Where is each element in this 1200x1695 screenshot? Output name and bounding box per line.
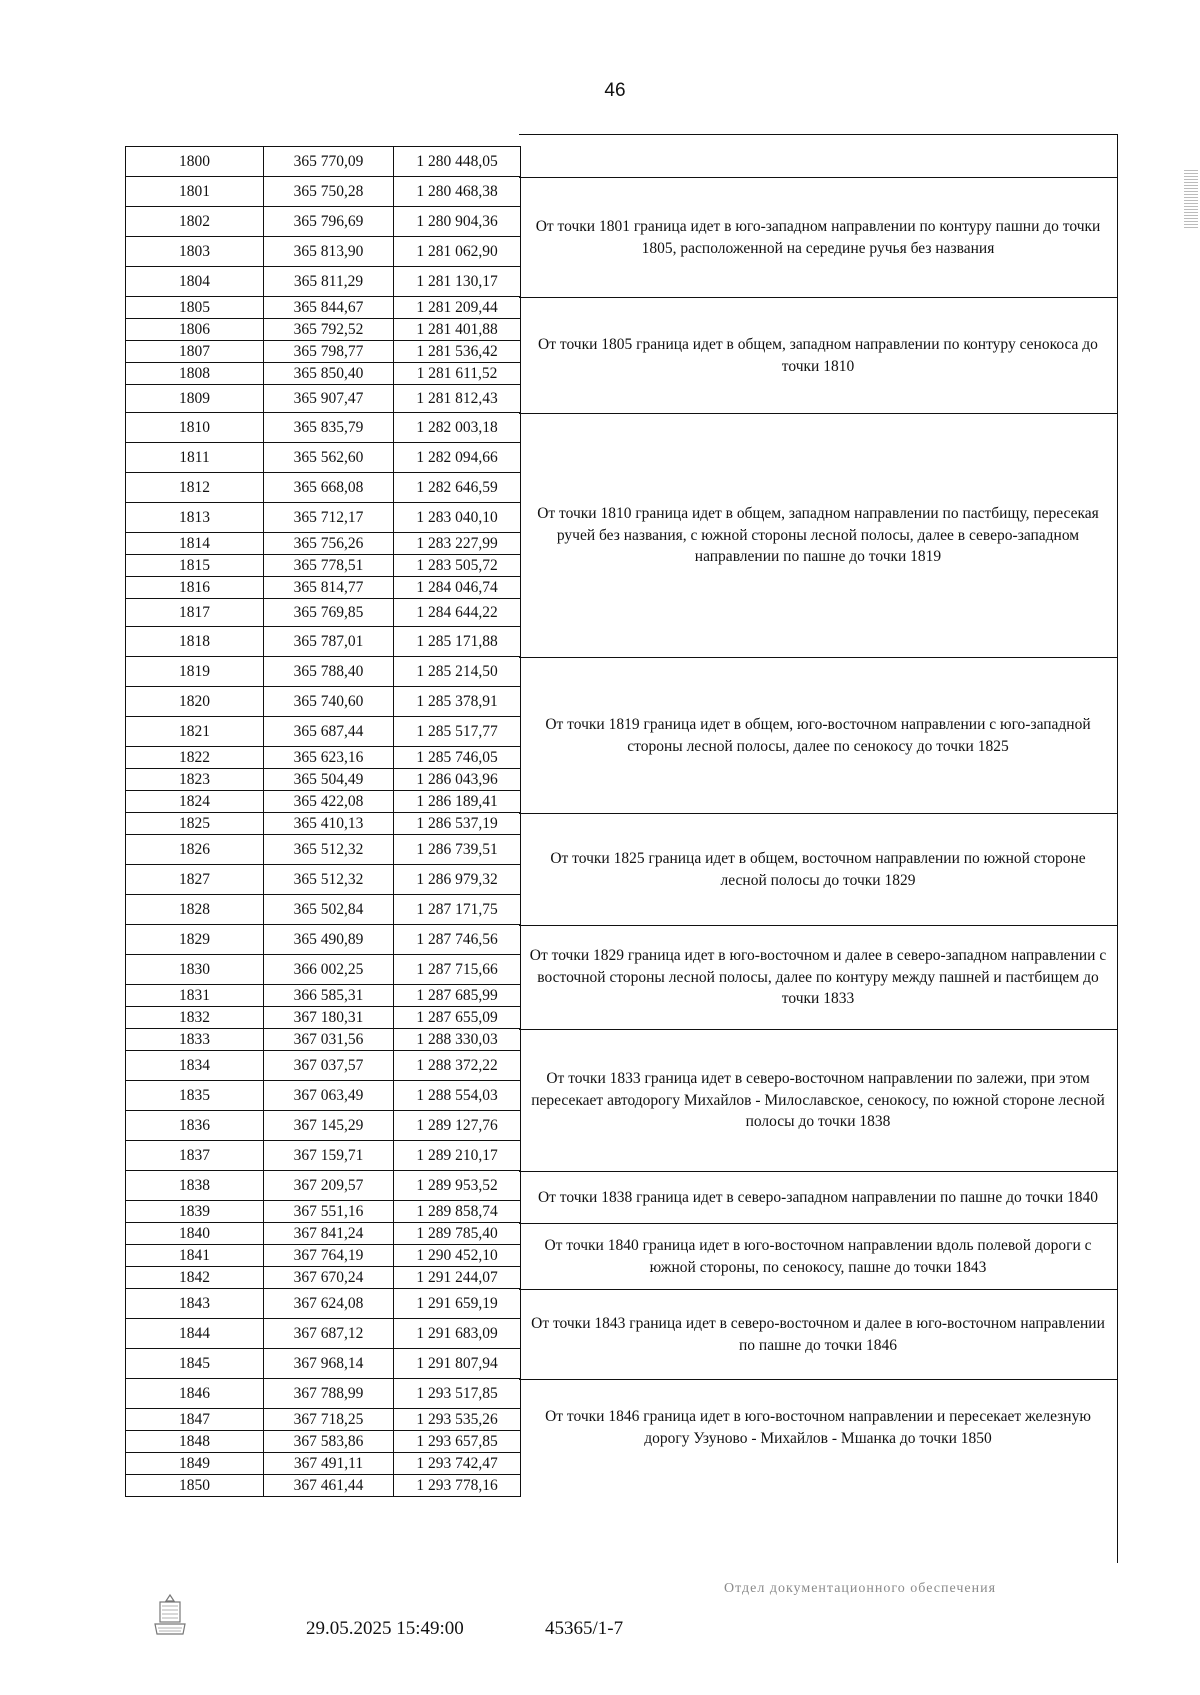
y-coordinate-cell: 1 287 685,99 — [394, 985, 521, 1007]
point-number-cell: 1831 — [126, 985, 264, 1007]
table-row — [126, 533, 521, 555]
table-row — [126, 835, 521, 865]
table-row — [126, 1475, 521, 1497]
x-coordinate-cell: 365 410,13 — [264, 813, 394, 835]
y-coordinate-cell: 1 290 452,10 — [394, 1245, 521, 1267]
y-coordinate-cell: 1 291 683,09 — [394, 1319, 521, 1349]
boundary-description: От точки 1840 граница идет в юго-восточном направлении вдоль полевой дороги с южной стороны, по сенокосу, пашне до точки 1843 — [519, 1223, 1117, 1289]
y-coordinate-cell: 1 281 401,88 — [394, 319, 521, 341]
y-coordinate-cell: 1 293 535,26 — [394, 1409, 521, 1431]
y-coordinate-cell: 1 283 505,72 — [394, 555, 521, 577]
point-number-cell: 1820 — [126, 687, 264, 717]
point-number-cell: 1810 — [126, 413, 264, 443]
table-row — [126, 791, 521, 813]
point-number-cell: 1837 — [126, 1141, 264, 1171]
table-row — [126, 1111, 521, 1141]
y-coordinate-cell: 1 285 214,50 — [394, 657, 521, 687]
x-coordinate-cell: 365 788,40 — [264, 657, 394, 687]
y-coordinate-cell: 1 287 655,09 — [394, 1007, 521, 1029]
x-coordinate-cell: 365 712,17 — [264, 503, 394, 533]
point-number-cell: 1824 — [126, 791, 264, 813]
x-coordinate-cell: 367 037,57 — [264, 1051, 394, 1081]
point-number-cell: 1817 — [126, 599, 264, 627]
x-coordinate-cell: 365 814,77 — [264, 577, 394, 599]
point-number-cell: 1848 — [126, 1431, 264, 1453]
footer-date: 29.05.2025 15:49:00 — [306, 1618, 464, 1639]
y-coordinate-cell: 1 291 244,07 — [394, 1267, 521, 1289]
table-row — [126, 207, 521, 237]
x-coordinate-cell: 365 787,01 — [264, 627, 394, 657]
department-watermark: Отдел документационного обеспечения — [723, 1581, 997, 1596]
table-row — [126, 1431, 521, 1453]
point-number-cell: 1808 — [126, 363, 264, 385]
point-number-cell: 1838 — [126, 1171, 264, 1201]
boundary-description: От точки 1825 граница идет в общем, восточном направлении по южной стороне лесной полосы до точки 1829 — [519, 813, 1117, 925]
y-coordinate-cell: 1 287 171,75 — [394, 895, 521, 925]
x-coordinate-cell: 367 551,16 — [264, 1201, 394, 1223]
table-row — [126, 1051, 521, 1081]
point-number-cell: 1843 — [126, 1289, 264, 1319]
table-row — [126, 813, 521, 835]
coordinates-table — [125, 146, 521, 1497]
table-row — [126, 925, 521, 955]
table-row — [126, 769, 521, 791]
coat-of-arms-icon — [150, 1592, 190, 1638]
point-number-cell: 1847 — [126, 1409, 264, 1431]
boundary-description: От точки 1829 граница идет в юго-восточном и далее в северо-западном направлении с восточной стороны лесной полосы, далее по контуру между пашней и пастбищем до точки 1833 — [519, 925, 1117, 1029]
page-number: 46 — [604, 80, 626, 101]
x-coordinate-cell: 365 687,44 — [264, 717, 394, 747]
x-coordinate-cell: 366 002,25 — [264, 955, 394, 985]
y-coordinate-cell: 1 289 210,17 — [394, 1141, 521, 1171]
x-coordinate-cell: 365 512,32 — [264, 835, 394, 865]
y-coordinate-cell: 1 288 554,03 — [394, 1081, 521, 1111]
table-row — [126, 341, 521, 363]
y-coordinate-cell: 1 291 659,19 — [394, 1289, 521, 1319]
point-number-cell: 1816 — [126, 577, 264, 599]
y-coordinate-cell: 1 280 448,05 — [394, 147, 521, 177]
x-coordinate-cell: 365 512,32 — [264, 865, 394, 895]
x-coordinate-cell: 367 461,44 — [264, 1475, 394, 1497]
point-number-cell: 1826 — [126, 835, 264, 865]
x-coordinate-cell: 365 813,90 — [264, 237, 394, 267]
y-coordinate-cell: 1 280 904,36 — [394, 207, 521, 237]
point-number-cell: 1821 — [126, 717, 264, 747]
x-coordinate-cell: 367 209,57 — [264, 1171, 394, 1201]
x-coordinate-cell: 367 788,99 — [264, 1379, 394, 1409]
table-row — [126, 1007, 521, 1029]
point-number-cell: 1807 — [126, 341, 264, 363]
point-number-cell: 1830 — [126, 955, 264, 985]
x-coordinate-cell: 365 835,79 — [264, 413, 394, 443]
y-coordinate-cell: 1 286 189,41 — [394, 791, 521, 813]
point-number-cell: 1811 — [126, 443, 264, 473]
table-row — [126, 385, 521, 413]
table-row — [126, 955, 521, 985]
point-number-cell: 1815 — [126, 555, 264, 577]
table-row — [126, 1379, 521, 1409]
table-row — [126, 473, 521, 503]
y-coordinate-cell: 1 281 536,42 — [394, 341, 521, 363]
y-coordinate-cell: 1 293 742,47 — [394, 1453, 521, 1475]
y-coordinate-cell: 1 286 537,19 — [394, 813, 521, 835]
table-row — [126, 687, 521, 717]
point-number-cell: 1845 — [126, 1349, 264, 1379]
table-row — [126, 865, 521, 895]
y-coordinate-cell: 1 281 062,90 — [394, 237, 521, 267]
y-coordinate-cell: 1 282 094,66 — [394, 443, 521, 473]
y-coordinate-cell: 1 282 003,18 — [394, 413, 521, 443]
table-row — [126, 1319, 521, 1349]
x-coordinate-cell: 365 740,60 — [264, 687, 394, 717]
boundary-description: От точки 1819 граница идет в общем, юго-восточном направлении с юго-западной стороны лесной полосы, далее по сенокосу до точки 1825 — [519, 657, 1117, 813]
table-row — [126, 1029, 521, 1051]
table-row — [126, 177, 521, 207]
y-coordinate-cell: 1 291 807,94 — [394, 1349, 521, 1379]
y-coordinate-cell: 1 281 812,43 — [394, 385, 521, 413]
table-row — [126, 1201, 521, 1223]
x-coordinate-cell: 365 811,29 — [264, 267, 394, 297]
table-row — [126, 503, 521, 533]
table-row — [126, 147, 521, 177]
point-number-cell: 1842 — [126, 1267, 264, 1289]
table-row — [126, 413, 521, 443]
table-row — [126, 363, 521, 385]
boundary-description: От точки 1801 граница идет в юго-западном направлении по контуру пашни до точки 1805, расположенной на середине ручья без названия — [519, 177, 1117, 297]
x-coordinate-cell: 365 623,16 — [264, 747, 394, 769]
table-row — [126, 1081, 521, 1111]
y-coordinate-cell: 1 284 644,22 — [394, 599, 521, 627]
y-coordinate-cell: 1 293 517,85 — [394, 1379, 521, 1409]
y-coordinate-cell: 1 288 330,03 — [394, 1029, 521, 1051]
x-coordinate-cell: 367 159,71 — [264, 1141, 394, 1171]
point-number-cell: 1833 — [126, 1029, 264, 1051]
boundary-description: От точки 1846 граница идет в юго-восточном направлении и пересекает железную дорогу Узуново - Михайлов - Мшанка до точки 1850 — [519, 1379, 1117, 1475]
y-coordinate-cell: 1 286 739,51 — [394, 835, 521, 865]
x-coordinate-cell: 367 063,49 — [264, 1081, 394, 1111]
table-row — [126, 1223, 521, 1245]
y-coordinate-cell: 1 293 778,16 — [394, 1475, 521, 1497]
y-coordinate-cell: 1 285 171,88 — [394, 627, 521, 657]
x-coordinate-cell: 367 764,19 — [264, 1245, 394, 1267]
table-row — [126, 1409, 521, 1431]
y-coordinate-cell: 1 289 785,40 — [394, 1223, 521, 1245]
table-row — [126, 555, 521, 577]
x-coordinate-cell: 365 770,09 — [264, 147, 394, 177]
scan-edge-noise — [1184, 170, 1198, 230]
x-coordinate-cell: 365 502,84 — [264, 895, 394, 925]
table-row — [126, 577, 521, 599]
y-coordinate-cell: 1 286 979,32 — [394, 865, 521, 895]
boundary-description: От точки 1843 граница идет в северо-восточном и далее в юго-восточном направлении по пашне до точки 1846 — [519, 1289, 1117, 1379]
y-coordinate-cell: 1 289 953,52 — [394, 1171, 521, 1201]
point-number-cell: 1814 — [126, 533, 264, 555]
point-number-cell: 1836 — [126, 1111, 264, 1141]
x-coordinate-cell: 365 422,08 — [264, 791, 394, 813]
x-coordinate-cell: 365 490,89 — [264, 925, 394, 955]
point-number-cell: 1840 — [126, 1223, 264, 1245]
x-coordinate-cell: 365 792,52 — [264, 319, 394, 341]
table-row — [126, 319, 521, 341]
point-number-cell: 1822 — [126, 747, 264, 769]
y-coordinate-cell: 1 287 746,56 — [394, 925, 521, 955]
y-coordinate-cell: 1 281 209,44 — [394, 297, 521, 319]
table-row — [126, 267, 521, 297]
x-coordinate-cell: 365 562,60 — [264, 443, 394, 473]
y-coordinate-cell: 1 282 646,59 — [394, 473, 521, 503]
point-number-cell: 1802 — [126, 207, 264, 237]
boundary-description: От точки 1833 граница идет в северо-восточном направлении по залежи, при этом пересекает автодорогу Михайлов - Милославское, сенокосу, по южной стороне лесной полосы до точки 1838 — [519, 1029, 1117, 1171]
y-coordinate-cell: 1 281 611,52 — [394, 363, 521, 385]
table-row — [126, 1349, 521, 1379]
x-coordinate-cell: 367 145,29 — [264, 1111, 394, 1141]
point-number-cell: 1827 — [126, 865, 264, 895]
point-number-cell: 1812 — [126, 473, 264, 503]
table-row — [126, 443, 521, 473]
x-coordinate-cell: 367 031,56 — [264, 1029, 394, 1051]
x-coordinate-cell: 365 778,51 — [264, 555, 394, 577]
x-coordinate-cell: 365 769,85 — [264, 599, 394, 627]
point-number-cell: 1846 — [126, 1379, 264, 1409]
y-coordinate-cell: 1 286 043,96 — [394, 769, 521, 791]
y-coordinate-cell: 1 281 130,17 — [394, 267, 521, 297]
point-number-cell: 1809 — [126, 385, 264, 413]
point-number-cell: 1844 — [126, 1319, 264, 1349]
x-coordinate-cell: 365 850,40 — [264, 363, 394, 385]
x-coordinate-cell: 367 624,08 — [264, 1289, 394, 1319]
table-row — [126, 1171, 521, 1201]
table-row — [126, 237, 521, 267]
x-coordinate-cell: 365 844,67 — [264, 297, 394, 319]
y-coordinate-cell: 1 280 468,38 — [394, 177, 521, 207]
x-coordinate-cell: 365 796,69 — [264, 207, 394, 237]
x-coordinate-cell: 367 180,31 — [264, 1007, 394, 1029]
y-coordinate-cell: 1 285 746,05 — [394, 747, 521, 769]
x-coordinate-cell: 367 687,12 — [264, 1319, 394, 1349]
table-row — [126, 747, 521, 769]
table-row — [126, 1267, 521, 1289]
point-number-cell: 1801 — [126, 177, 264, 207]
boundary-description: От точки 1810 граница идет в общем, западном направлении по пастбищу, пересекая ручей без названия, с южной стороны лесной полосы, далее в северо-западном направлении по пашне до точки 1819 — [519, 413, 1117, 657]
point-number-cell: 1829 — [126, 925, 264, 955]
x-coordinate-cell: 367 841,24 — [264, 1223, 394, 1245]
table-row — [126, 627, 521, 657]
table-row — [126, 1453, 521, 1475]
point-number-cell: 1834 — [126, 1051, 264, 1081]
y-coordinate-cell: 1 285 378,91 — [394, 687, 521, 717]
point-number-cell: 1823 — [126, 769, 264, 791]
table-row — [126, 1289, 521, 1319]
point-number-cell: 1850 — [126, 1475, 264, 1497]
table-row — [126, 657, 521, 687]
point-number-cell: 1835 — [126, 1081, 264, 1111]
x-coordinate-cell: 365 798,77 — [264, 341, 394, 363]
boundary-description — [519, 135, 1117, 177]
point-number-cell: 1839 — [126, 1201, 264, 1223]
boundary-description: От точки 1805 граница идет в общем, западном направлении по контуру сенокоса до точки 1810 — [519, 297, 1117, 413]
y-coordinate-cell: 1 293 657,85 — [394, 1431, 521, 1453]
description-column — [519, 134, 1118, 1563]
x-coordinate-cell: 365 907,47 — [264, 385, 394, 413]
point-number-cell: 1804 — [126, 267, 264, 297]
y-coordinate-cell: 1 287 715,66 — [394, 955, 521, 985]
table-row — [126, 1245, 521, 1267]
point-number-cell: 1832 — [126, 1007, 264, 1029]
point-number-cell: 1818 — [126, 627, 264, 657]
point-number-cell: 1803 — [126, 237, 264, 267]
point-number-cell: 1800 — [126, 147, 264, 177]
x-coordinate-cell: 365 504,49 — [264, 769, 394, 791]
footer-doc-number: 45365/1-7 — [545, 1618, 624, 1639]
x-coordinate-cell: 367 968,14 — [264, 1349, 394, 1379]
point-number-cell: 1806 — [126, 319, 264, 341]
point-number-cell: 1825 — [126, 813, 264, 835]
point-number-cell: 1849 — [126, 1453, 264, 1475]
y-coordinate-cell: 1 284 046,74 — [394, 577, 521, 599]
x-coordinate-cell: 367 491,11 — [264, 1453, 394, 1475]
x-coordinate-cell: 367 718,25 — [264, 1409, 394, 1431]
point-number-cell: 1828 — [126, 895, 264, 925]
table-row — [126, 599, 521, 627]
table-row — [126, 297, 521, 319]
point-number-cell: 1813 — [126, 503, 264, 533]
x-coordinate-cell: 367 670,24 — [264, 1267, 394, 1289]
y-coordinate-cell: 1 283 040,10 — [394, 503, 521, 533]
y-coordinate-cell: 1 285 517,77 — [394, 717, 521, 747]
boundary-description: От точки 1838 граница идет в северо-западном направлении по пашне до точки 1840 — [519, 1171, 1117, 1223]
x-coordinate-cell: 366 585,31 — [264, 985, 394, 1007]
y-coordinate-cell: 1 289 858,74 — [394, 1201, 521, 1223]
y-coordinate-cell: 1 289 127,76 — [394, 1111, 521, 1141]
x-coordinate-cell: 365 756,26 — [264, 533, 394, 555]
x-coordinate-cell: 365 750,28 — [264, 177, 394, 207]
point-number-cell: 1819 — [126, 657, 264, 687]
point-number-cell: 1841 — [126, 1245, 264, 1267]
table-row — [126, 895, 521, 925]
table-row — [126, 717, 521, 747]
table-row — [126, 985, 521, 1007]
y-coordinate-cell: 1 283 227,99 — [394, 533, 521, 555]
table-row — [126, 1141, 521, 1171]
x-coordinate-cell: 365 668,08 — [264, 473, 394, 503]
y-coordinate-cell: 1 288 372,22 — [394, 1051, 521, 1081]
x-coordinate-cell: 367 583,86 — [264, 1431, 394, 1453]
point-number-cell: 1805 — [126, 297, 264, 319]
